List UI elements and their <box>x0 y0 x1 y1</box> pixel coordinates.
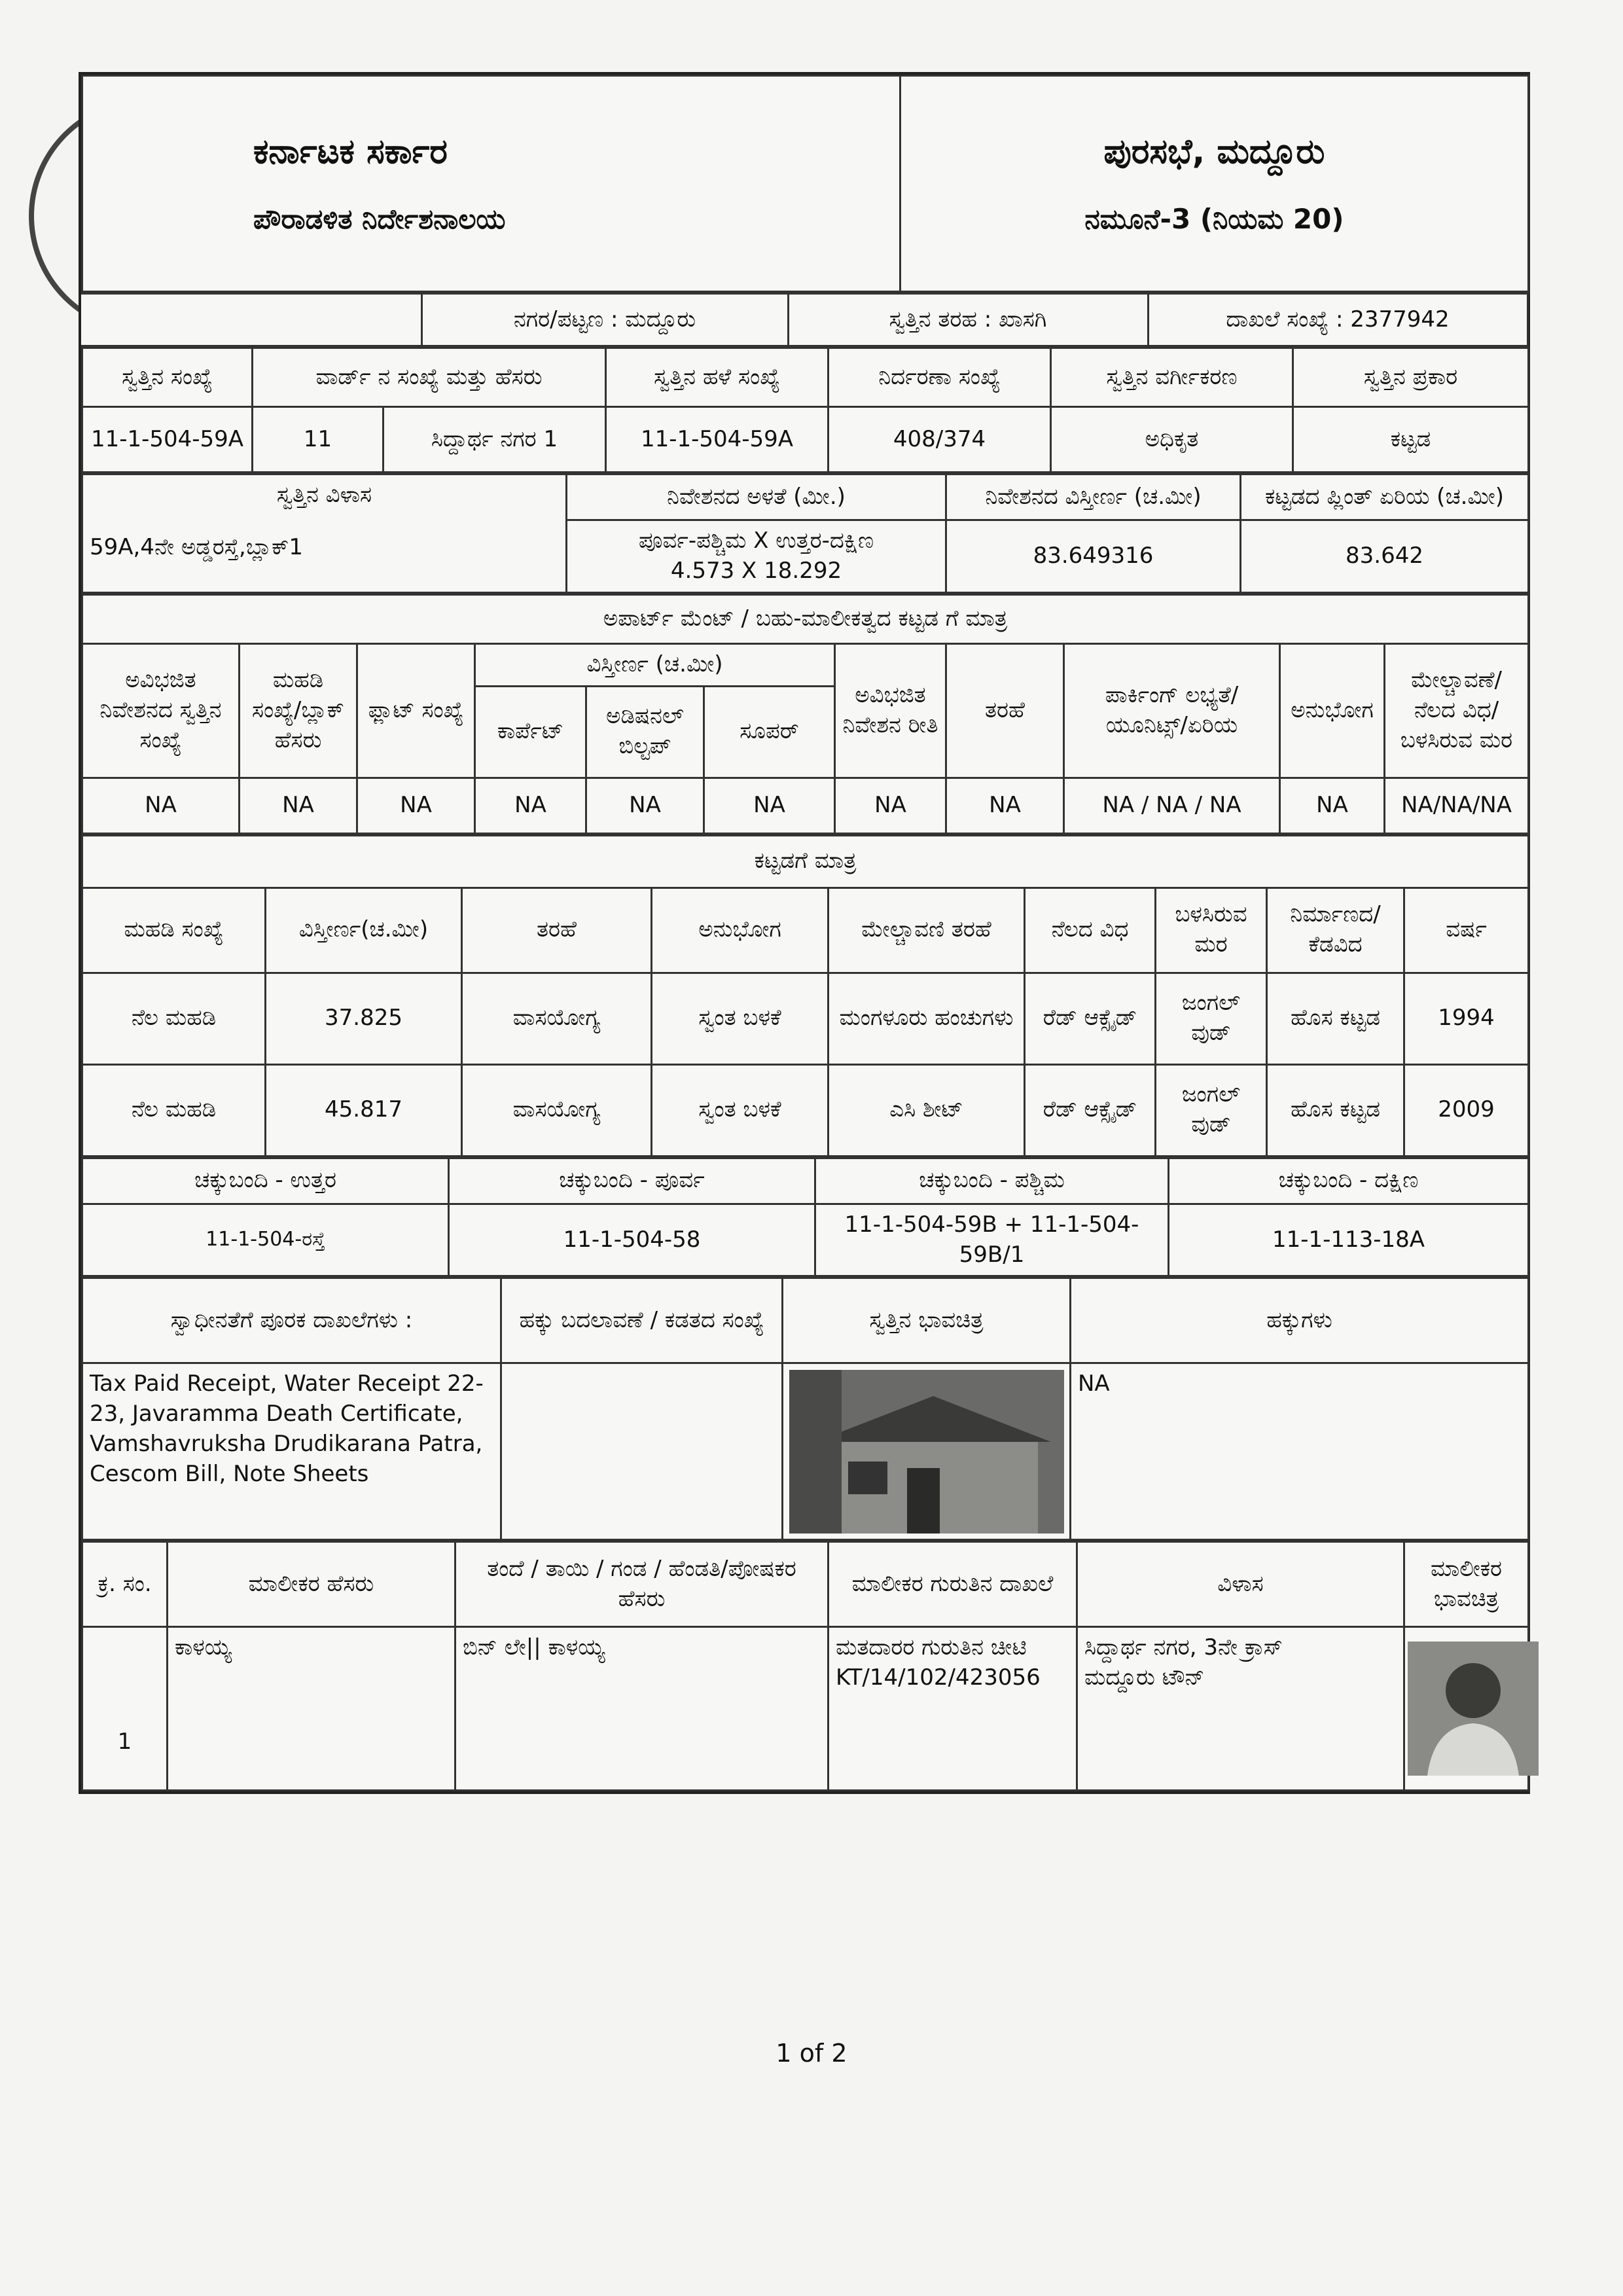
property-form <box>79 72 1530 1794</box>
office-title: ಪುರಸಭೆ, ಮದ್ದೂರು <box>1103 132 1325 172</box>
apartment-value: NA <box>240 778 357 833</box>
head-usage: ಅನುಭೋಗ <box>652 888 829 973</box>
head-super: ಸೂಪರ್ <box>704 686 835 778</box>
meta-table <box>81 293 1529 347</box>
head-relation-name: ತಂದೆ / ತಾಯಿ / ಗಂಡ / ಹೆಂಡತಿ/ಪೋಷಕರ ಹೆಸರು <box>455 1542 829 1627</box>
floor: ನೆಲ ಮಹಡಿ <box>82 1064 266 1156</box>
documents-table <box>81 1277 1529 1541</box>
property-type: ಕಟ್ಟಡ <box>1293 407 1529 473</box>
site-area: 83.649316 <box>946 520 1241 593</box>
table-row <box>82 1627 1529 1791</box>
head-site-dimensions: ನಿವೇಶನದ ಅಳತೆ (ಮೀ.) <box>567 475 946 520</box>
kind: ವಾಸಯೋಗ್ಯ <box>462 973 652 1064</box>
owner-name: ಕಾಳಯ್ಯ <box>168 1627 455 1791</box>
head-additional-builtup: ಅಡಿಷನಲ್ ಬಿಲ್ಟಪ್ <box>586 686 704 778</box>
built-status: ಹೊಸ ಕಟ್ಟಡ <box>1267 973 1404 1064</box>
head-south: ಚಕ್ಕುಬಂದಿ - ದಕ್ಷಿಣ <box>1169 1158 1529 1204</box>
head-floor-type: ನೆಲದ ವಿಧ <box>1025 888 1156 973</box>
page-number: 1 of 2 <box>776 2039 847 2068</box>
head-old-no: ಸ್ವತ್ತಿನ ಹಳೆ ಸಂಖ್ಯೆ <box>606 348 829 407</box>
roof-type: ಮಂಗಳೂರು ಹಂಚುಗಳು <box>829 973 1025 1064</box>
boundaries-table <box>81 1157 1529 1278</box>
property-type-label: ಸ್ವತ್ತಿನ ತರಹ : ಖಾಸಗಿ <box>788 294 1148 346</box>
apartment-value: NA <box>835 778 946 833</box>
boundary-west: 11-1-504-59B + 11-1-504-59B/1 <box>815 1204 1169 1276</box>
owner-id-number: KT/14/102/423056 <box>836 1664 1041 1691</box>
usage: ಸ್ವಂತ ಬಳಕೆ <box>652 973 829 1064</box>
head-flat-no: ಫ್ಲಾಟ್ ಸಂಖ್ಯೆ <box>357 643 475 778</box>
owners-table <box>81 1541 1529 1791</box>
head-parking: ಪಾರ್ಕಿಂಗ್ ಲಭ್ಯತೆ/ಯೂನಿಟ್ಸ್/ಏರಿಯ <box>1064 643 1280 778</box>
ward-name: ಸಿದ್ದಾರ್ಥ ನಗರ 1 <box>383 407 606 473</box>
directorate-title: ಪೌರಾಡಳಿತ ನಿರ್ದೇಶನಾಲಯ <box>253 203 506 236</box>
area: 45.817 <box>266 1064 462 1156</box>
apartment-value: NA <box>82 778 240 833</box>
plinth-area: 83.642 <box>1241 520 1529 593</box>
head-ward: ವಾರ್ಡ್ ನ ಸಂಖ್ಯೆ ಮತ್ತು ಹೆಸರು <box>253 348 606 407</box>
head-built-demolished: ನಿರ್ಮಾಣದ/ಕೆಡವಿದ <box>1267 888 1404 973</box>
dimension-label: ಪೂರ್ವ-ಪಶ್ಚಿಮ X ಉತ್ತರ-ದಕ್ಷಿಣ <box>638 528 874 554</box>
property-table <box>81 347 1529 473</box>
site-dimensions: 4.573 X 18.292 <box>670 557 842 584</box>
property-photo <box>789 1370 1064 1534</box>
owner-address-line2: ಮದ್ದೂರು ಟೌನ್ <box>1084 1664 1205 1691</box>
floor-type: ರೆಡ್ ಆಕ್ಸೈಡ್ <box>1025 1064 1156 1156</box>
site-table <box>81 473 1529 594</box>
head-undivided-property-no: ಅವಿಭಜಿತ ನಿವೇಶನದ ಸ್ವತ್ತಿನ ಸಂಖ್ಯೆ <box>82 643 240 778</box>
head-owner-name: ಮಾಲೀಕರ ಹೆಸರು <box>168 1542 455 1627</box>
head-east: ಚಕ್ಕುಬಂದಿ - ಪೂರ್ವ <box>449 1158 815 1204</box>
head-owner-address: ವಿಳಾಸ <box>1077 1542 1404 1627</box>
table-row <box>82 973 1529 1064</box>
apartment-table <box>81 594 1529 834</box>
head-property-photo: ಸ್ವತ್ತಿನ ಭಾವಚಿತ್ರ <box>783 1278 1071 1363</box>
head-mutation-file-no: ಹಕ್ಕು ಬದಲಾವಣೆ / ಕಡತದ ಸಂಖ್ಯೆ <box>501 1278 783 1363</box>
apartment-value: NA <box>586 778 704 833</box>
wood: ಜಂಗಲ್ ವುಡ್ <box>1156 973 1267 1064</box>
head-area: ವಿಸ್ತೀರ್ಣ(ಚ.ಮೀ) <box>266 888 462 973</box>
area: 37.825 <box>266 973 462 1064</box>
owner-id-type: ಮತದಾರರ ಗುರುತಿನ ಚೀಟಿ <box>836 1634 1027 1661</box>
year: 2009 <box>1404 1064 1529 1156</box>
head-site-area: ನಿವೇಶನದ ವಿಸ್ತೀರ್ಣ (ಚ.ಮೀ) <box>946 475 1241 520</box>
apartment-value: NA <box>946 778 1064 833</box>
head-supporting-docs: ಸ್ವಾಧೀನತೆಗೆ ಪೂರಕ ದಾಖಲೆಗಳು : <box>82 1278 501 1363</box>
floor-type: ರೆಡ್ ಆಕ್ಸೈಡ್ <box>1025 973 1156 1064</box>
rights: NA <box>1071 1363 1529 1540</box>
head-year: ವರ್ಷ <box>1404 888 1529 973</box>
head-carpet: ಕಾರ್ಪೆಟ್ <box>475 686 586 778</box>
head-roof-type: ಮೇಲ್ಚಾವಣಿ ತರಹೆ <box>829 888 1025 973</box>
head-area-group: ವಿಸ್ತೀರ್ಣ (ಚ.ಮೀ) <box>475 643 835 686</box>
head-rights: ಹಕ್ಕುಗಳು <box>1071 1278 1529 1363</box>
head-floor-block: ಮಹಡಿ ಸಂಖ್ಯೆ/ಬ್ಲಾಕ್ ಹೆಸರು <box>240 643 357 778</box>
apartment-value: NA / NA / NA <box>1064 778 1280 833</box>
owner-address-line1: ಸಿದ್ದಾರ್ಥ ನಗರ, 3ನೇ ಕ್ರಾಸ್ <box>1084 1634 1283 1661</box>
head-assessment-no: ನಿರ್ದರಣಾ ಸಂಖ್ಯೆ <box>829 348 1051 407</box>
supporting-docs: Tax Paid Receipt, Water Receipt 22-23, Javaramma Death Certificate, Vamshavruksha Drudikarana Patra, Cescom Bill, Note Sheets <box>82 1363 501 1540</box>
floor: ನೆಲ ಮಹಡಿ <box>82 973 266 1064</box>
head-serial: ಕ್ರ. ಸಂ. <box>82 1542 168 1627</box>
owner-serial: 1 <box>82 1627 168 1791</box>
head-undivided-site-type: ಅವಿಭಜಿತ ನಿವೇಶನ ರೀತಿ <box>835 643 946 778</box>
head-classification: ಸ್ವತ್ತಿನ ವರ್ಗೀಕರಣ <box>1051 348 1293 407</box>
head-floor: ಮಹಡಿ ಸಂಖ್ಯೆ <box>82 888 266 973</box>
head-usage: ಅನುಭೋಗ <box>1280 643 1385 778</box>
head-roof-floor-wood: ಮೇಲ್ಚಾವಣೆ/ನೆಲದ ವಿಧ/ಬಳಸಿರುವ ಮರ <box>1385 643 1529 778</box>
boundary-east: 11-1-504-58 <box>449 1204 815 1276</box>
owner-relation: ಬಿನ್ ಲೇ|| ಕಾಳಯ್ಯ <box>455 1627 829 1791</box>
year: 1994 <box>1404 973 1529 1064</box>
doc-number-label: ದಾಖಲೆ ಸಂಖ್ಯೆ : 2377942 <box>1148 294 1527 346</box>
head-north: ಚಕ್ಕುಬಂದಿ - ಉತ್ತರ <box>82 1158 449 1204</box>
apartment-value: NA <box>357 778 475 833</box>
owner-photo <box>1408 1641 1539 1776</box>
property-address: 59A,4ನೇ ಅಡ್ಡರಸ್ತೆ,ಬ್ಲಾಕ್1 <box>90 533 304 560</box>
assessment-number: 408/374 <box>829 407 1051 473</box>
apartment-value: NA <box>1280 778 1385 833</box>
header-table <box>81 75 1529 293</box>
form-number: ನಮೂನೆ-3 (ನಿಯಮ 20) <box>1084 203 1344 236</box>
head-property-type: ಸ್ವತ್ತಿನ ಪ್ರಕಾರ <box>1293 348 1529 407</box>
head-owner-photo: ಮಾಲೀಕರ ಭಾವಚಿತ್ರ <box>1404 1542 1529 1627</box>
head-kind: ತರಹೆ <box>946 643 1064 778</box>
building-title: ಕಟ್ಟಡಗೆ ಮಾತ್ರ <box>82 835 1529 888</box>
property-id: 11-1-504-59A <box>82 407 253 473</box>
wood: ಜಂಗಲ್ ವುಡ್ <box>1156 1064 1267 1156</box>
head-address: ಸ್ವತ್ತಿನ ವಿಳಾಸ <box>276 482 372 508</box>
kind: ವಾಸಯೋಗ್ಯ <box>462 1064 652 1156</box>
old-number: 11-1-504-59A <box>606 407 829 473</box>
boundary-south: 11-1-113-18A <box>1169 1204 1529 1276</box>
apartment-value: NA <box>704 778 835 833</box>
classification: ಅಧಿಕೃತ <box>1051 407 1293 473</box>
head-west: ಚಕ್ಕುಬಂದಿ - ಪಶ್ಚಿಮ <box>815 1158 1169 1204</box>
head-property-id: ಸ್ವತ್ತಿನ ಸಂಖ್ಯೆ <box>82 348 253 407</box>
city-label: ನಗರ/ಪಟ್ಟಣ : ಮದ್ದೂರು <box>421 294 788 346</box>
head-wood: ಬಳಸಿರುವ ಮರ <box>1156 888 1267 973</box>
head-kind: ತರಹೆ <box>462 888 652 973</box>
govt-title: ಕರ್ನಾಟಕ ಸರ್ಕಾರ <box>253 132 448 172</box>
built-status: ಹೊಸ ಕಟ್ಟಡ <box>1267 1064 1404 1156</box>
ward-number: 11 <box>253 407 383 473</box>
building-table <box>81 834 1529 1157</box>
usage: ಸ್ವಂತ ಬಳಕೆ <box>652 1064 829 1156</box>
boundary-north: 11-1-504-ರಸ್ತೆ <box>82 1204 449 1276</box>
head-owner-id: ಮಾಲೀಕರ ಗುರುತಿನ ದಾಖಲೆ <box>829 1542 1077 1627</box>
roof-type: ಎಸಿ ಶೀಟ್ <box>829 1064 1025 1156</box>
head-plinth-area: ಕಟ್ಟಡದ ಪ್ಲಿಂತ್ ಏರಿಯ (ಚ.ಮೀ) <box>1241 475 1529 520</box>
apartment-title: ಅಪಾರ್ಟ್ ಮೆಂಟ್ / ಬಹು-ಮಾಲೀಕತ್ವದ ಕಟ್ಟಡ ಗೆ ಮಾತ್ರ <box>82 594 1529 643</box>
table-row <box>82 1064 1529 1156</box>
apartment-value: NA <box>475 778 586 833</box>
apartment-value: NA/NA/NA <box>1385 778 1529 833</box>
